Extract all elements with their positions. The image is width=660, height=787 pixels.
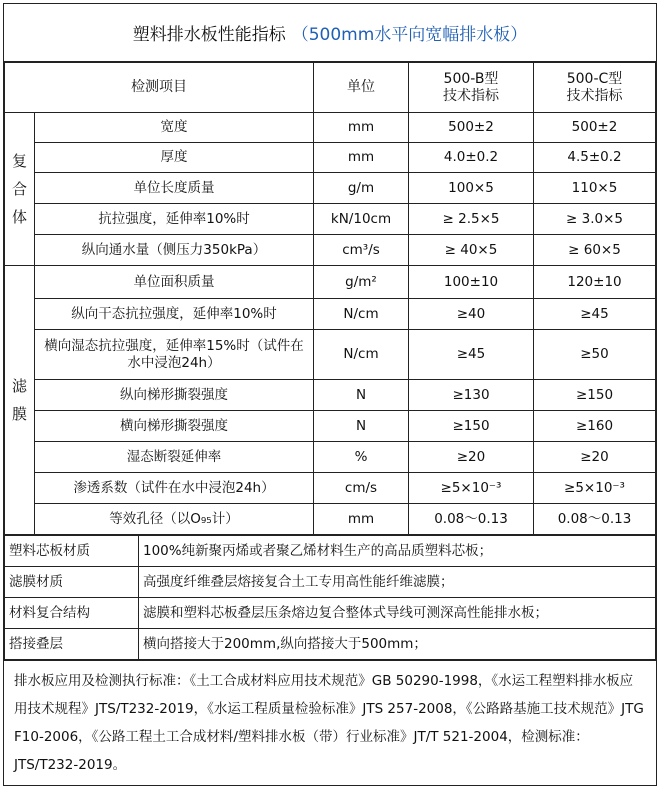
composite-row — [5, 113, 656, 143]
composite-item: 宽度 — [35, 113, 314, 143]
info-row — [5, 536, 656, 567]
filter-row — [5, 299, 656, 330]
filter-value-b: ≥130 — [409, 380, 534, 411]
info-row — [5, 567, 656, 598]
filter-row — [5, 380, 656, 411]
info-table — [4, 535, 656, 660]
composite-row — [5, 235, 656, 266]
filter-item: 横向梯形撕裂强度 — [35, 411, 314, 442]
info-row — [5, 629, 656, 660]
title-sub: （500mm水平向宽幅排水板） — [291, 25, 528, 45]
filter-unit: N — [314, 411, 409, 442]
filter-unit: g/m² — [314, 266, 409, 299]
composite-value-c: 500±2 — [534, 113, 656, 143]
filter-value-b: ≥45 — [409, 330, 534, 380]
filter-row — [5, 411, 656, 442]
filter-item: 单位面积质量 — [35, 266, 314, 299]
filter-value-b: 100±10 — [409, 266, 534, 299]
filter-value-b: ≥40 — [409, 299, 534, 330]
composite-value-b: 100×5 — [409, 173, 534, 204]
header-item: 检测项目 — [5, 63, 314, 113]
header-unit: 单位 — [314, 63, 409, 113]
composite-value-c: 110×5 — [534, 173, 656, 204]
composite-value-b: ≥ 2.5×5 — [409, 204, 534, 235]
filter-item: 纵向干态抗拉强度，延伸率10%时 — [35, 299, 314, 330]
filter-value-b: ≥20 — [409, 442, 534, 473]
composite-row — [5, 173, 656, 204]
header-b — [409, 63, 534, 113]
filter-row — [5, 504, 656, 535]
filter-value-c: ≥50 — [534, 330, 656, 380]
filter-value-b: ≥5×10⁻³ — [409, 473, 534, 504]
title-main: 塑料排水板性能指标 — [132, 25, 286, 45]
composite-value-b: 500±2 — [409, 113, 534, 143]
info-row — [5, 598, 656, 629]
header-row — [5, 63, 656, 113]
filter-item: 等效孔径（以O₉₅计） — [35, 504, 314, 535]
composite-row — [5, 204, 656, 235]
filter-item: 渗透系数（试件在水中浸泡24h） — [35, 473, 314, 504]
composite-item: 单位长度质量 — [35, 173, 314, 204]
info-value: 100%纯新聚丙烯或者聚乙烯材料生产的高品质塑料芯板； — [139, 536, 656, 567]
filter-item: 湿态断裂延伸率 — [35, 442, 314, 473]
composite-value-b: 4.0±0.2 — [409, 143, 534, 173]
filter-value-c: ≥20 — [534, 442, 656, 473]
group-filter: 滤膜 — [5, 266, 35, 535]
composite-row — [5, 143, 656, 173]
filter-row — [5, 442, 656, 473]
spec-sheet — [3, 3, 657, 786]
header-b-line1: 500-B型 — [443, 70, 499, 87]
filter-row — [5, 330, 656, 380]
page-title — [4, 4, 656, 62]
filter-row — [5, 473, 656, 504]
filter-item: 纵向梯形撕裂强度 — [35, 380, 314, 411]
filter-unit: cm/s — [314, 473, 409, 504]
composite-item: 抗拉强度，延伸率10%时 — [35, 204, 314, 235]
composite-item: 纵向通水量（侧压力350kPa） — [35, 235, 314, 266]
composite-item: 厚度 — [35, 143, 314, 173]
filter-value-b: 0.08～0.13 — [409, 504, 534, 535]
filter-unit: N/cm — [314, 330, 409, 380]
info-label: 搭接叠层 — [5, 629, 139, 660]
composite-value-c: 4.5±0.2 — [534, 143, 656, 173]
composite-unit: mm — [314, 143, 409, 173]
composite-unit: mm — [314, 113, 409, 143]
filter-unit: N/cm — [314, 299, 409, 330]
footer-standards: 排水板应用及检测执行标准：《土工合成材料应用技术规范》GB 50290-1998，《水运工程塑料排水板应用技术规程》JTS/T232-2019，《水运工程质量检验标准》JTS 257-2008，《公路路基施工技术规范》JTG F10-2006，《公路工程土工合成材料/塑料排水板（带）行业标准》JT/T 521-2004，检测标准：JTS/T232-2019。 — [4, 660, 656, 785]
filter-value-b: ≥150 — [409, 411, 534, 442]
composite-unit: cm³/s — [314, 235, 409, 266]
group-composite: 复合体 — [5, 113, 35, 266]
info-label: 塑料芯板材质 — [5, 536, 139, 567]
filter-item: 横向湿态抗拉强度，延伸率15%时（试件在水中浸泡24h） — [35, 330, 314, 380]
filter-value-c: ≥45 — [534, 299, 656, 330]
filter-unit: % — [314, 442, 409, 473]
header-c-line2: 技术指标 — [566, 87, 623, 104]
composite-unit: kN/10cm — [314, 204, 409, 235]
filter-unit: mm — [314, 504, 409, 535]
filter-value-c: ≥5×10⁻³ — [534, 473, 656, 504]
filter-unit: N — [314, 380, 409, 411]
filter-value-c: 120±10 — [534, 266, 656, 299]
composite-unit: g/m — [314, 173, 409, 204]
spec-table — [4, 62, 656, 535]
info-value: 高强度纤维叠层熔接复合土工专用高性能纤维滤膜； — [139, 567, 656, 598]
composite-value-c: ≥ 3.0×5 — [534, 204, 656, 235]
filter-value-c: ≥150 — [534, 380, 656, 411]
header-c — [534, 63, 656, 113]
info-label: 滤膜材质 — [5, 567, 139, 598]
filter-value-c: ≥160 — [534, 411, 656, 442]
info-label: 材料复合结构 — [5, 598, 139, 629]
filter-row — [5, 266, 656, 299]
info-value: 滤膜和塑料芯板叠层压条熔边复合整体式导线可测深高性能排水板； — [139, 598, 656, 629]
composite-value-c: ≥ 60×5 — [534, 235, 656, 266]
filter-value-c: 0.08～0.13 — [534, 504, 656, 535]
header-c-line1: 500-C型 — [566, 70, 623, 87]
info-value: 横向搭接大于200mm,纵向搭接大于500mm； — [139, 629, 656, 660]
header-b-line2: 技术指标 — [443, 87, 499, 104]
composite-value-b: ≥ 40×5 — [409, 235, 534, 266]
